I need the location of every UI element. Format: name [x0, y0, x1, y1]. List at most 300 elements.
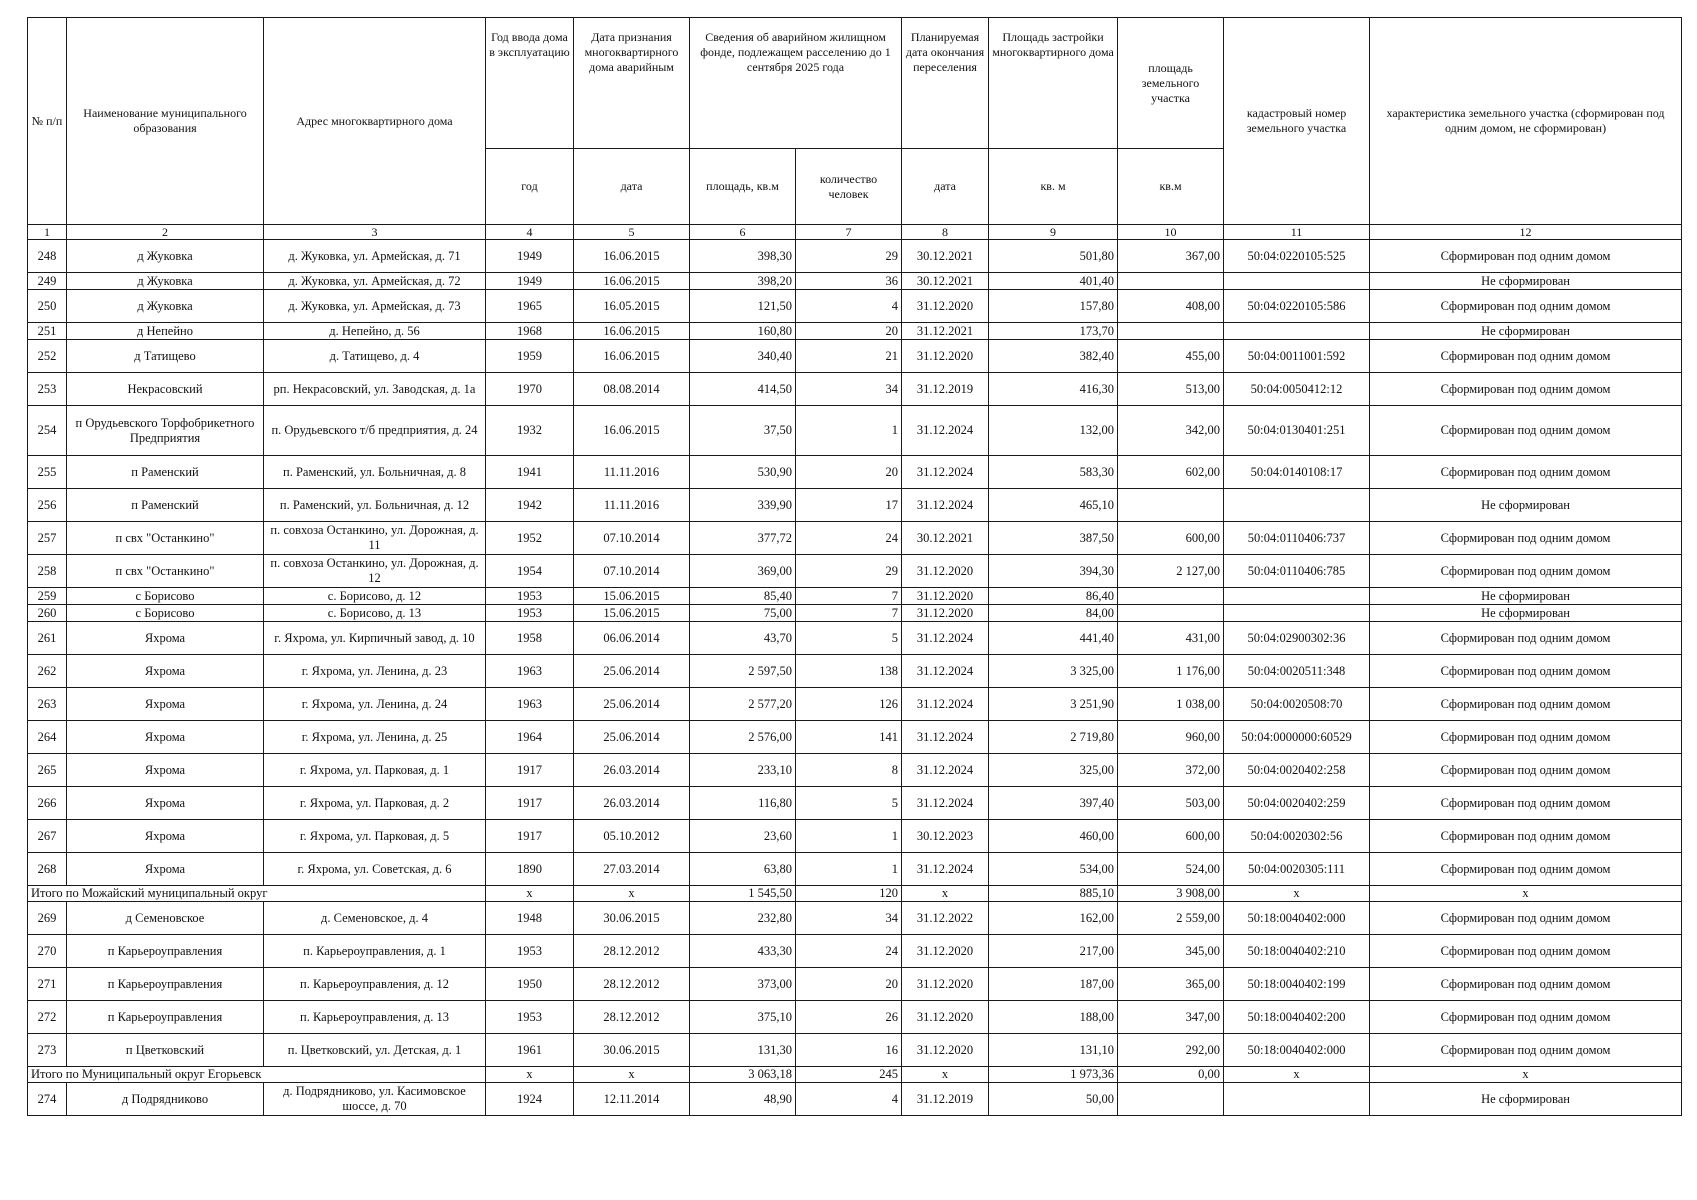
subtotal-year-commissioned: x [486, 886, 574, 902]
cadastral-number [1224, 489, 1370, 522]
land-area: 347,00 [1118, 1001, 1224, 1034]
row-number: 274 [28, 1083, 67, 1116]
land-area: 960,00 [1118, 721, 1224, 754]
year-commissioned: 1917 [486, 754, 574, 787]
people-count: 36 [796, 273, 902, 290]
emergency-area: 433,30 [690, 935, 796, 968]
land-area: 342,00 [1118, 406, 1224, 456]
date-declared: 12.11.2014 [574, 1083, 690, 1116]
row-number: 251 [28, 323, 67, 340]
building-area: 173,70 [989, 323, 1118, 340]
subtotal-label: Итого по Муниципальный округ Егорьевск [28, 1067, 486, 1083]
planned-end-date: 31.12.2024 [902, 622, 989, 655]
column-number: 7 [796, 225, 902, 240]
year-commissioned: 1953 [486, 588, 574, 605]
land-characteristic: Не сформирован [1370, 273, 1682, 290]
house-address: п. Карьероуправления, д. 13 [264, 1001, 486, 1034]
building-area: 3 325,00 [989, 655, 1118, 688]
subtotal-emergency-area: 3 063,18 [690, 1067, 796, 1083]
people-count: 24 [796, 935, 902, 968]
building-area: 217,00 [989, 935, 1118, 968]
row-number: 262 [28, 655, 67, 688]
table-body [28, 240, 1682, 1116]
municipality-name: Яхрома [67, 853, 264, 886]
cadastral-number: 50:04:0140108:17 [1224, 456, 1370, 489]
date-declared: 26.03.2014 [574, 754, 690, 787]
municipality-name: п Карьероуправления [67, 935, 264, 968]
people-count: 20 [796, 456, 902, 489]
subtotal-year-commissioned: x [486, 1067, 574, 1083]
people-count: 24 [796, 522, 902, 555]
subtotal-land-area: 0,00 [1118, 1067, 1224, 1083]
column-number: 5 [574, 225, 690, 240]
subheader-year: год [486, 149, 574, 225]
row-number: 249 [28, 273, 67, 290]
planned-end-date: 31.12.2020 [902, 290, 989, 323]
row-number: 261 [28, 622, 67, 655]
municipality-name: д Жуковка [67, 240, 264, 273]
subtotal-emergency-area: 1 545,50 [690, 886, 796, 902]
header-year-commissioned: Год ввода дома в эксплуатацию [486, 18, 574, 149]
year-commissioned: 1948 [486, 902, 574, 935]
land-characteristic: Сформирован под одним домом [1370, 240, 1682, 273]
planned-end-date: 31.12.2024 [902, 655, 989, 688]
municipality-name: п Раменский [67, 456, 264, 489]
planned-end-date: 31.12.2024 [902, 456, 989, 489]
subtotal-date-declared: x [574, 886, 690, 902]
planned-end-date: 31.12.2024 [902, 688, 989, 721]
table-row [28, 555, 1682, 588]
people-count: 7 [796, 588, 902, 605]
building-area: 583,30 [989, 456, 1118, 489]
year-commissioned: 1949 [486, 240, 574, 273]
cadastral-number [1224, 273, 1370, 290]
date-declared: 11.11.2016 [574, 489, 690, 522]
header-date-declared: Дата признания многоквартирного дома аварийным [574, 18, 690, 149]
municipality-name: д Подрядниково [67, 1083, 264, 1116]
year-commissioned: 1952 [486, 522, 574, 555]
date-declared: 07.10.2014 [574, 555, 690, 588]
people-count: 1 [796, 853, 902, 886]
municipality-name: д Непейно [67, 323, 264, 340]
building-area: 187,00 [989, 968, 1118, 1001]
column-number: 9 [989, 225, 1118, 240]
people-count: 1 [796, 406, 902, 456]
municipality-name: с Борисово [67, 605, 264, 622]
house-address: д. Жуковка, ул. Армейская, д. 72 [264, 273, 486, 290]
year-commissioned: 1964 [486, 721, 574, 754]
emergency-area: 48,90 [690, 1083, 796, 1116]
land-characteristic: Сформирован под одним домом [1370, 340, 1682, 373]
land-characteristic: Сформирован под одним домом [1370, 655, 1682, 688]
municipality-name: Яхрома [67, 721, 264, 754]
cadastral-number: 50:18:0040402:000 [1224, 1034, 1370, 1067]
year-commissioned: 1953 [486, 605, 574, 622]
emergency-area: 37,50 [690, 406, 796, 456]
header-municipality: Наименование муниципального образования [67, 18, 264, 225]
planned-end-date: 31.12.2024 [902, 406, 989, 456]
table-row [28, 902, 1682, 935]
people-count: 34 [796, 373, 902, 406]
planned-end-date: 31.12.2021 [902, 323, 989, 340]
subtotal-planned-end-date: x [902, 1067, 989, 1083]
cadastral-number: 50:04:0020402:258 [1224, 754, 1370, 787]
table-row [28, 1083, 1682, 1116]
year-commissioned: 1950 [486, 968, 574, 1001]
building-area: 131,10 [989, 1034, 1118, 1067]
land-characteristic: Сформирован под одним домом [1370, 1001, 1682, 1034]
header-planned-end: Планируемая дата окончания переселения [902, 18, 989, 149]
land-area [1118, 1083, 1224, 1116]
land-characteristic: Сформирован под одним домом [1370, 721, 1682, 754]
planned-end-date: 31.12.2020 [902, 968, 989, 1001]
emergency-area: 85,40 [690, 588, 796, 605]
subtotal-date-declared: x [574, 1067, 690, 1083]
subtotal-building-area: 885,10 [989, 886, 1118, 902]
house-address: п. Карьероуправления, д. 1 [264, 935, 486, 968]
land-area: 2 559,00 [1118, 902, 1224, 935]
emergency-area: 414,50 [690, 373, 796, 406]
date-declared: 26.03.2014 [574, 787, 690, 820]
house-address: д. Татищево, д. 4 [264, 340, 486, 373]
municipality-name: д Татищево [67, 340, 264, 373]
emergency-area: 340,40 [690, 340, 796, 373]
year-commissioned: 1959 [486, 340, 574, 373]
cadastral-number: 50:04:0110406:737 [1224, 522, 1370, 555]
land-area [1118, 489, 1224, 522]
house-address: рп. Некрасовский, ул. Заводская, д. 1а [264, 373, 486, 406]
date-declared: 16.06.2015 [574, 340, 690, 373]
subheader-sqm: кв. м [989, 149, 1118, 225]
header-building-area: Площадь застройки многоквартирного дома [989, 18, 1118, 149]
people-count: 126 [796, 688, 902, 721]
emergency-area: 530,90 [690, 456, 796, 489]
cadastral-number: 50:04:0000000:60529 [1224, 721, 1370, 754]
building-area: 397,40 [989, 787, 1118, 820]
planned-end-date: 30.12.2021 [902, 240, 989, 273]
date-declared: 07.10.2014 [574, 522, 690, 555]
emergency-area: 131,30 [690, 1034, 796, 1067]
date-declared: 27.03.2014 [574, 853, 690, 886]
table-row [28, 456, 1682, 489]
table-row [28, 622, 1682, 655]
planned-end-date: 31.12.2019 [902, 1083, 989, 1116]
date-declared: 28.12.2012 [574, 1001, 690, 1034]
house-address: п. совхоза Останкино, ул. Дорожная, д. 12 [264, 555, 486, 588]
planned-end-date: 31.12.2022 [902, 902, 989, 935]
year-commissioned: 1924 [486, 1083, 574, 1116]
table-row [28, 240, 1682, 273]
subheader-date: дата [574, 149, 690, 225]
date-declared: 25.06.2014 [574, 721, 690, 754]
emergency-area: 160,80 [690, 323, 796, 340]
row-number: 259 [28, 588, 67, 605]
land-area: 1 038,00 [1118, 688, 1224, 721]
municipality-name: п Раменский [67, 489, 264, 522]
table-row [28, 968, 1682, 1001]
planned-end-date: 31.12.2020 [902, 588, 989, 605]
subtotal-row [28, 886, 1682, 902]
date-declared: 16.06.2015 [574, 406, 690, 456]
subtotal-people-count: 245 [796, 1067, 902, 1083]
emergency-area: 116,80 [690, 787, 796, 820]
cadastral-number: 50:04:0220105:586 [1224, 290, 1370, 323]
municipality-name: п Цветковский [67, 1034, 264, 1067]
row-number: 260 [28, 605, 67, 622]
building-area: 50,00 [989, 1083, 1118, 1116]
table-row [28, 853, 1682, 886]
municipality-name: п свх "Останкино" [67, 522, 264, 555]
column-number-row [28, 225, 1682, 240]
subtotal-building-area: 1 973,36 [989, 1067, 1118, 1083]
people-count: 20 [796, 968, 902, 1001]
municipality-name: д Жуковка [67, 273, 264, 290]
people-count: 20 [796, 323, 902, 340]
row-number: 268 [28, 853, 67, 886]
house-address: г. Яхрома, ул. Парковая, д. 5 [264, 820, 486, 853]
house-address: г. Яхрома, ул. Кирпичный завод, д. 10 [264, 622, 486, 655]
year-commissioned: 1949 [486, 273, 574, 290]
building-area: 441,40 [989, 622, 1118, 655]
row-number: 265 [28, 754, 67, 787]
land-area: 1 176,00 [1118, 655, 1224, 688]
row-number: 252 [28, 340, 67, 373]
land-area: 600,00 [1118, 522, 1224, 555]
planned-end-date: 31.12.2024 [902, 787, 989, 820]
people-count: 16 [796, 1034, 902, 1067]
header-address: Адрес многоквартирного дома [264, 18, 486, 225]
land-area: 408,00 [1118, 290, 1224, 323]
land-area: 503,00 [1118, 787, 1224, 820]
land-area [1118, 605, 1224, 622]
year-commissioned: 1954 [486, 555, 574, 588]
land-characteristic: Сформирован под одним домом [1370, 1034, 1682, 1067]
land-area: 292,00 [1118, 1034, 1224, 1067]
planned-end-date: 31.12.2024 [902, 754, 989, 787]
cadastral-number: 50:04:0020302:56 [1224, 820, 1370, 853]
building-area: 162,00 [989, 902, 1118, 935]
row-number: 250 [28, 290, 67, 323]
table-row [28, 588, 1682, 605]
planned-end-date: 31.12.2020 [902, 340, 989, 373]
emergency-area: 232,80 [690, 902, 796, 935]
date-declared: 28.12.2012 [574, 935, 690, 968]
subtotal-cadastral-number: x [1224, 1067, 1370, 1083]
planned-end-date: 31.12.2019 [902, 373, 989, 406]
year-commissioned: 1917 [486, 820, 574, 853]
header-land-area: площадь земельного участка [1118, 18, 1224, 149]
land-characteristic: Не сформирован [1370, 605, 1682, 622]
house-address: г. Яхрома, ул. Ленина, д. 23 [264, 655, 486, 688]
column-number: 3 [264, 225, 486, 240]
municipality-name: Яхрома [67, 754, 264, 787]
land-area [1118, 588, 1224, 605]
land-area: 431,00 [1118, 622, 1224, 655]
land-characteristic: Сформирован под одним домом [1370, 787, 1682, 820]
row-number: 255 [28, 456, 67, 489]
land-area: 345,00 [1118, 935, 1224, 968]
planned-end-date: 31.12.2024 [902, 489, 989, 522]
land-characteristic: Сформирован под одним домом [1370, 935, 1682, 968]
building-area: 460,00 [989, 820, 1118, 853]
year-commissioned: 1932 [486, 406, 574, 456]
people-count: 141 [796, 721, 902, 754]
emergency-area: 23,60 [690, 820, 796, 853]
emergency-area: 2 576,00 [690, 721, 796, 754]
house-address: д. Семеновское, д. 4 [264, 902, 486, 935]
emergency-area: 377,72 [690, 522, 796, 555]
land-characteristic: Сформирован под одним домом [1370, 622, 1682, 655]
people-count: 5 [796, 622, 902, 655]
cadastral-number: 50:04:0050412:12 [1224, 373, 1370, 406]
municipality-name: Яхрома [67, 688, 264, 721]
house-address: п. Орудьевского т/б предприятия, д. 24 [264, 406, 486, 456]
table-row [28, 373, 1682, 406]
date-declared: 15.06.2015 [574, 588, 690, 605]
planned-end-date: 30.12.2023 [902, 820, 989, 853]
subtotal-people-count: 120 [796, 886, 902, 902]
cadastral-number: 50:04:0011001:592 [1224, 340, 1370, 373]
land-characteristic: Сформирован под одним домом [1370, 853, 1682, 886]
building-area: 157,80 [989, 290, 1118, 323]
subheader-area: площадь, кв.м [690, 149, 796, 225]
table-row [28, 655, 1682, 688]
house-address: г. Яхрома, ул. Парковая, д. 2 [264, 787, 486, 820]
planned-end-date: 30.12.2021 [902, 522, 989, 555]
people-count: 1 [796, 820, 902, 853]
row-number: 256 [28, 489, 67, 522]
cadastral-number: 50:04:0110406:785 [1224, 555, 1370, 588]
cadastral-number: 50:04:0220105:525 [1224, 240, 1370, 273]
date-declared: 08.08.2014 [574, 373, 690, 406]
year-commissioned: 1917 [486, 787, 574, 820]
date-declared: 16.06.2015 [574, 240, 690, 273]
people-count: 26 [796, 1001, 902, 1034]
row-number: 253 [28, 373, 67, 406]
municipality-name: п Карьероуправления [67, 1001, 264, 1034]
people-count: 34 [796, 902, 902, 935]
date-declared: 16.06.2015 [574, 323, 690, 340]
year-commissioned: 1890 [486, 853, 574, 886]
subtotal-cadastral-number: x [1224, 886, 1370, 902]
year-commissioned: 1942 [486, 489, 574, 522]
table-row [28, 406, 1682, 456]
land-area: 513,00 [1118, 373, 1224, 406]
table-row [28, 605, 1682, 622]
cadastral-number: 50:18:0040402:210 [1224, 935, 1370, 968]
municipality-name: Яхрома [67, 787, 264, 820]
row-number: 273 [28, 1034, 67, 1067]
land-area: 365,00 [1118, 968, 1224, 1001]
emergency-area: 369,00 [690, 555, 796, 588]
table-row [28, 489, 1682, 522]
people-count: 4 [796, 290, 902, 323]
emergency-area: 75,00 [690, 605, 796, 622]
land-area: 602,00 [1118, 456, 1224, 489]
date-declared: 28.12.2012 [574, 968, 690, 1001]
year-commissioned: 1961 [486, 1034, 574, 1067]
row-number: 248 [28, 240, 67, 273]
municipality-name: Яхрома [67, 655, 264, 688]
row-number: 272 [28, 1001, 67, 1034]
house-address: г. Яхрома, ул. Советская, д. 6 [264, 853, 486, 886]
cadastral-number: 50:04:0020402:259 [1224, 787, 1370, 820]
land-characteristic: Сформирован под одним домом [1370, 522, 1682, 555]
emergency-housing-table [27, 17, 1682, 1116]
planned-end-date: 31.12.2024 [902, 853, 989, 886]
house-address: д. Подрядниково, ул. Касимовское шоссе, д. 70 [264, 1083, 486, 1116]
planned-end-date: 30.12.2021 [902, 273, 989, 290]
table-row [28, 1034, 1682, 1067]
row-number: 264 [28, 721, 67, 754]
building-area: 465,10 [989, 489, 1118, 522]
emergency-area: 373,00 [690, 968, 796, 1001]
date-declared: 16.05.2015 [574, 290, 690, 323]
municipality-name: Яхрома [67, 820, 264, 853]
land-characteristic: Сформирован под одним домом [1370, 290, 1682, 323]
land-area [1118, 323, 1224, 340]
house-address: п. Раменский, ул. Больничная, д. 8 [264, 456, 486, 489]
date-declared: 06.06.2014 [574, 622, 690, 655]
table-header [28, 18, 1682, 240]
row-number: 269 [28, 902, 67, 935]
building-area: 534,00 [989, 853, 1118, 886]
column-number: 2 [67, 225, 264, 240]
cadastral-number: 50:04:02900302:36 [1224, 622, 1370, 655]
building-area: 501,80 [989, 240, 1118, 273]
subtotal-land-characteristic: x [1370, 886, 1682, 902]
table-row [28, 273, 1682, 290]
house-address: п. Раменский, ул. Больничная, д. 12 [264, 489, 486, 522]
date-declared: 30.06.2015 [574, 902, 690, 935]
municipality-name: п Карьероуправления [67, 968, 264, 1001]
column-number: 1 [28, 225, 67, 240]
municipality-name: Некрасовский [67, 373, 264, 406]
emergency-area: 121,50 [690, 290, 796, 323]
emergency-area: 398,20 [690, 273, 796, 290]
cadastral-number [1224, 1083, 1370, 1116]
row-number: 263 [28, 688, 67, 721]
cadastral-number: 50:18:0040402:199 [1224, 968, 1370, 1001]
subtotal-land-area: 3 908,00 [1118, 886, 1224, 902]
table-row [28, 787, 1682, 820]
building-area: 401,40 [989, 273, 1118, 290]
table-row [28, 820, 1682, 853]
land-area: 524,00 [1118, 853, 1224, 886]
building-area: 387,50 [989, 522, 1118, 555]
row-number: 267 [28, 820, 67, 853]
cadastral-number: 50:18:0040402:200 [1224, 1001, 1370, 1034]
emergency-area: 2 577,20 [690, 688, 796, 721]
land-characteristic: Сформирован под одним домом [1370, 456, 1682, 489]
year-commissioned: 1941 [486, 456, 574, 489]
land-characteristic: Сформирован под одним домом [1370, 555, 1682, 588]
cadastral-number: 50:04:0130401:251 [1224, 406, 1370, 456]
cadastral-number [1224, 588, 1370, 605]
row-number: 258 [28, 555, 67, 588]
building-area: 416,30 [989, 373, 1118, 406]
land-characteristic: Сформирован под одним домом [1370, 688, 1682, 721]
building-area: 325,00 [989, 754, 1118, 787]
date-declared: 16.06.2015 [574, 273, 690, 290]
land-characteristic: Не сформирован [1370, 323, 1682, 340]
year-commissioned: 1965 [486, 290, 574, 323]
emergency-area: 233,10 [690, 754, 796, 787]
building-area: 132,00 [989, 406, 1118, 456]
land-characteristic: Сформирован под одним домом [1370, 373, 1682, 406]
land-area: 600,00 [1118, 820, 1224, 853]
municipality-name: с Борисово [67, 588, 264, 605]
